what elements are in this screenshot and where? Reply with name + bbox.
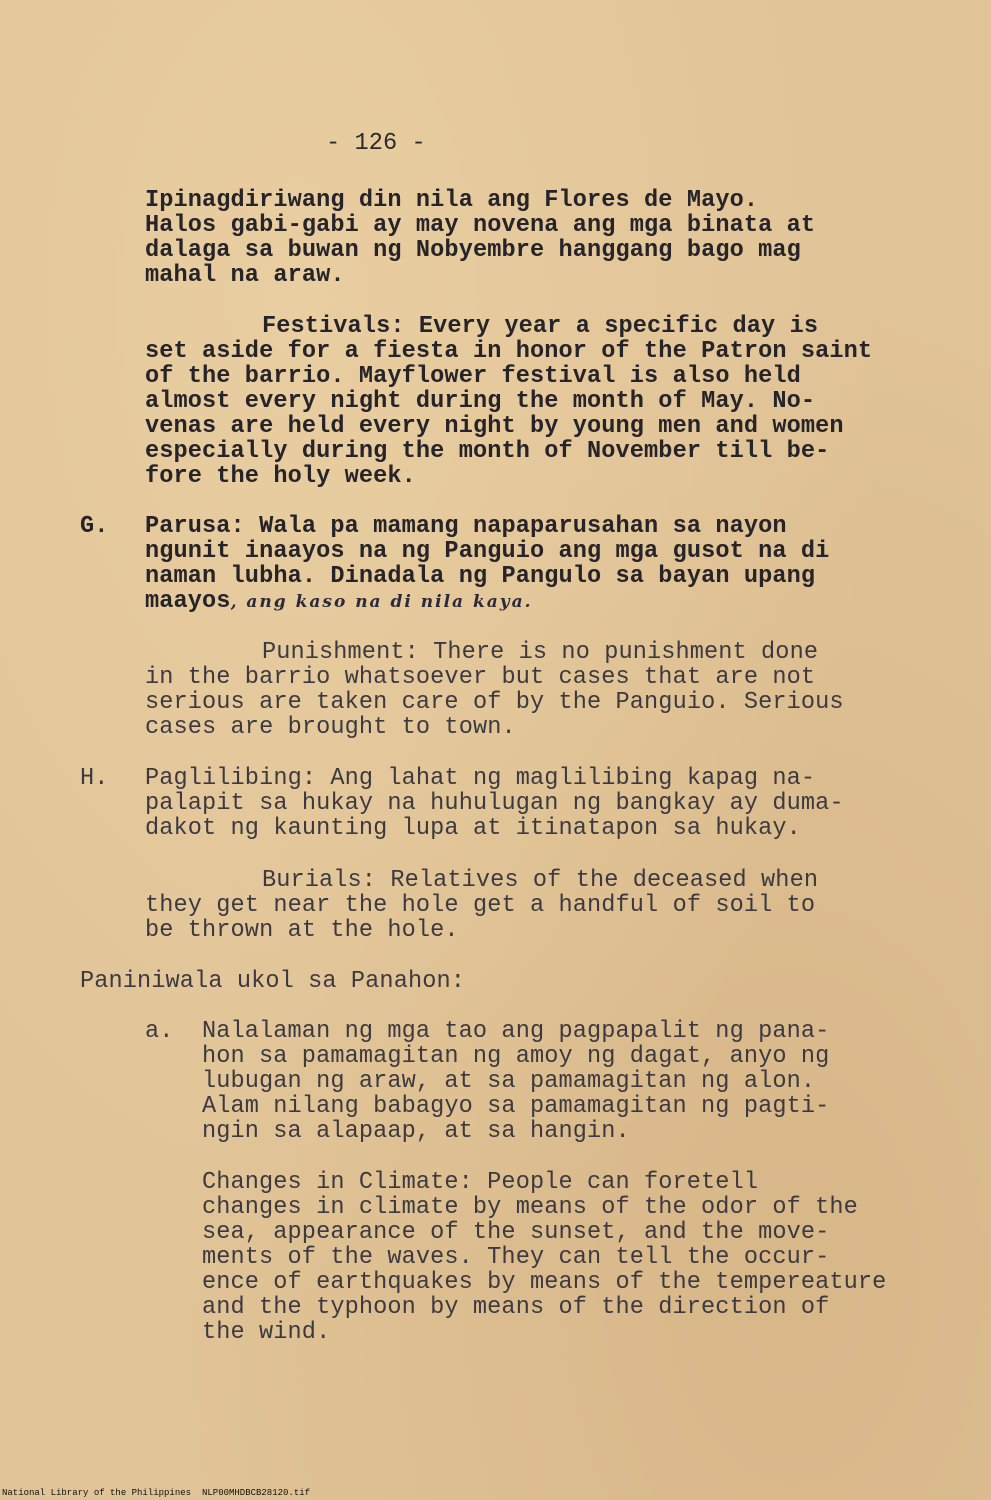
festivals-line-5: venas are held every night by young men and women (145, 413, 844, 440)
climate-line-6: and the typhoon by means of the direction of (202, 1294, 830, 1321)
climate-line-1: Changes in Climate: People can foretell (202, 1169, 759, 1196)
weather-tagalog-4: Alam nilang babagyo sa pamamagitan ng pagti- (202, 1093, 830, 1120)
section-g-typed-word: maayos (145, 588, 231, 615)
page-number: - 126 - (326, 130, 426, 157)
festivals-line-2: set aside for a fiesta in honor of the Patron saint (145, 338, 873, 365)
climate-line-4: ments of the waves. They can tell the occur- (202, 1244, 830, 1271)
climate-line-2: changes in climate by means of the odor of the (202, 1194, 858, 1221)
burials-line-1: Burials: Relatives of the deceased when (262, 867, 819, 894)
section-g-tagalog-2: ngunit inaayos na ng Panguio ang mga gusot na di (145, 538, 830, 565)
festivals-line-1: Festivals: Every year a specific day is (262, 313, 819, 340)
weather-item-marker: a. (145, 1018, 174, 1045)
climate-line-3: sea, appearance of the sunset, and the move- (202, 1219, 830, 1246)
intro-line-3: dalaga sa buwan ng Nobyembre hanggang bago mag (145, 237, 801, 264)
section-g-tagalog-1: Parusa: Wala pa mamang napaparusahan sa nayon (145, 513, 787, 540)
punishment-line-2: in the barrio whatsoever but cases that are not (145, 664, 816, 691)
weather-tagalog-2: hon sa pamamagitan ng amoy ng dagat, anyo ng (202, 1043, 830, 1070)
festivals-line-4: almost every night during the month of May. No- (145, 388, 816, 415)
punishment-line-1: Punishment: There is no punishment done (262, 639, 819, 666)
punishment-line-3: serious are taken care of by the Panguio. Serious (145, 689, 844, 716)
intro-line-2: Halos gabi-gabi ay may novena ang mga binata at (145, 212, 816, 239)
footer-library: National Library of the Philippines (2, 1488, 192, 1498)
intro-line-4: mahal na araw. (145, 262, 345, 289)
climate-line-5: ence of earthquakes by means of the tempereature (202, 1269, 887, 1296)
festivals-line-7: fore the holy week. (145, 463, 416, 490)
section-g-marker: G. (80, 513, 109, 540)
burials-line-2: they get near the hole get a handful of soil to (145, 892, 816, 919)
weather-heading: Paniniwala ukol sa Panahon: (80, 968, 465, 995)
festivals-line-3: of the barrio. Mayflower festival is also held (145, 363, 801, 390)
section-h-tagalog-2: palapit sa hukay na huhulugan ng bangkay ay duma- (145, 790, 844, 817)
section-g-tagalog-4 (145, 589, 533, 615)
punishment-line-4: cases are brought to town. (145, 714, 516, 741)
burials-line-3: be thrown at the hole. (145, 917, 459, 944)
weather-tagalog-1: Nalalaman ng mga tao ang pagpapalit ng pana- (202, 1018, 830, 1045)
festivals-line-6: especially during the month of November till be- (145, 438, 830, 465)
handwritten-addition: , ang kaso na di nila kaya. (230, 592, 533, 612)
section-h-marker: H. (80, 765, 109, 792)
intro-line-1: Ipinagdiriwang din nila ang Flores de Mayo. (145, 187, 759, 214)
section-h-tagalog-3: dakot ng kaunting lupa at itinatapon sa hukay. (145, 815, 801, 842)
section-h-tagalog-1: Paglilibing: Ang lahat ng maglilibing kapag na- (145, 765, 816, 792)
weather-tagalog-5: ngin sa alapaap, at sa hangin. (202, 1118, 630, 1145)
climate-line-7: the wind. (202, 1319, 331, 1346)
weather-tagalog-3: lubugan ng araw, at sa pamamagitan ng alon. (202, 1068, 816, 1095)
section-g-tagalog-3: naman lubha. Dinadala ng Pangulo sa bayan upang (145, 563, 816, 590)
footer-file: NLP00MHDBCB28120.tif (202, 1488, 311, 1498)
